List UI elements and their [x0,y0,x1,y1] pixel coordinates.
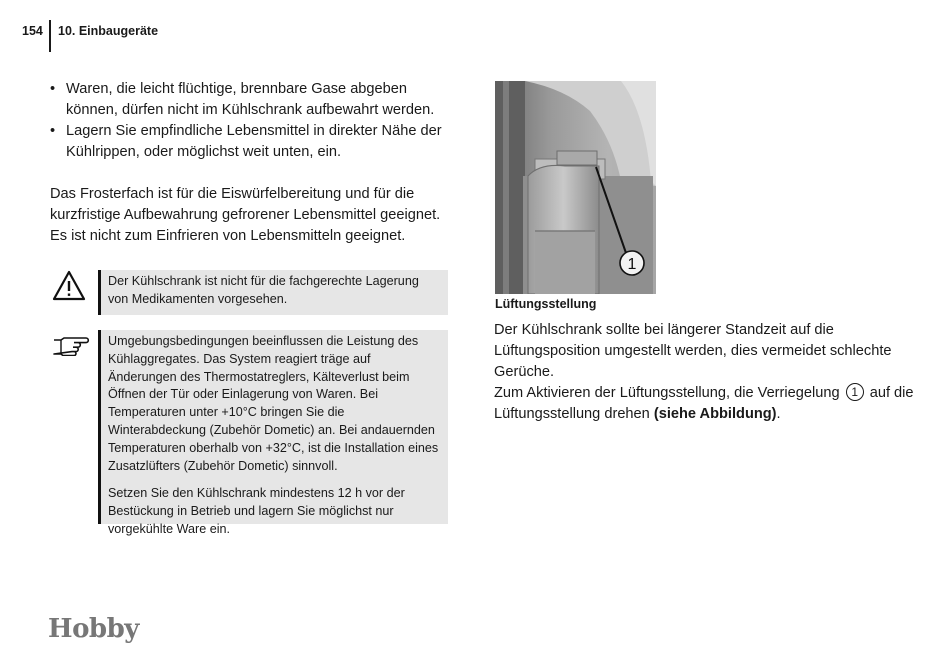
aktivieren-text-after: auf die Lüftungsstellung drehen [494,385,914,422]
info-note [98,330,448,536]
warning-icon [52,270,86,302]
bullet-item: • Waren, die leicht flüchtige, brennbare Gase abgeben können, dürfen nicht im Kühlschrank aufbewahrt werden. [48,79,458,121]
callout-circle-number: 1 [846,383,864,401]
section-title: 10. Einbaugeräte [58,24,159,38]
frosterfach-paragraph: Das Frosterfach ist für die Eiswürfelbereitung und für die kurzfristige Aufbewahrung gefrorener Lebensmittel geeignet. Es ist nicht zum Einfrieren von Lebensmitteln geeignet. [50,186,441,244]
ventilation-position-photo [495,81,656,294]
figure-reference: (siehe Abbildung) [653,406,777,422]
aktivieren-text-end: . [776,406,781,422]
standzeit-paragraph: Der Kühlschrank sollte bei längerer Standzeit auf die Lüftungsposition umgestellt werden, dies vermeidet schlechte Gerüche. [494,322,892,380]
figure-callout-number: 1 [627,256,637,273]
info-note-paragraph: Umgebungsbedingungen beeinflussen die Leistung des Kühlaggregates. Das System reagiert träge auf Änderungen des Thermostatreglers, Kälteverlust beim Öffnen der Tür oder Einlagerung von Waren. Bei Temperaturen unter +10°C bringen Sie die Winterabdeckung (Zubehör Dometic) an. Bei andauernden Temperaturen oberhalb von +32°C, ist die Installation eines Zusatzlüfters (Zubehör Dometic) sinnvoll. [108,334,439,473]
bullet-list [48,79,458,163]
aktivieren-text-before: Zum Aktivieren der Lüftungsstellung, die Verriegelung [494,385,840,401]
pointing-hand-icon [52,334,92,356]
figure-caption: Lüftungsstellung [495,297,597,311]
hobby-logo: Hobby [48,614,139,644]
warning-note-text: Der Kühlschrank ist nicht für die fachgerechte Lagerung von Medikamenten vorgesehen. [108,274,419,306]
info-note-paragraph: Setzen Sie den Kühlschrank mindestens 12 h vor der Bestückung in Betrieb und lagern Sie möglichst nur vorgekühlte Ware ein. [108,486,405,536]
header-divider [49,20,51,52]
aktivieren-paragraph [494,383,914,425]
bullet-item: • Lagern Sie empfindliche Lebensmittel in direkter Nähe der Kühlrippen, oder möglichst weit unten, ein. [48,121,458,163]
warning-note [98,270,448,315]
page-number: 154 [22,24,43,38]
